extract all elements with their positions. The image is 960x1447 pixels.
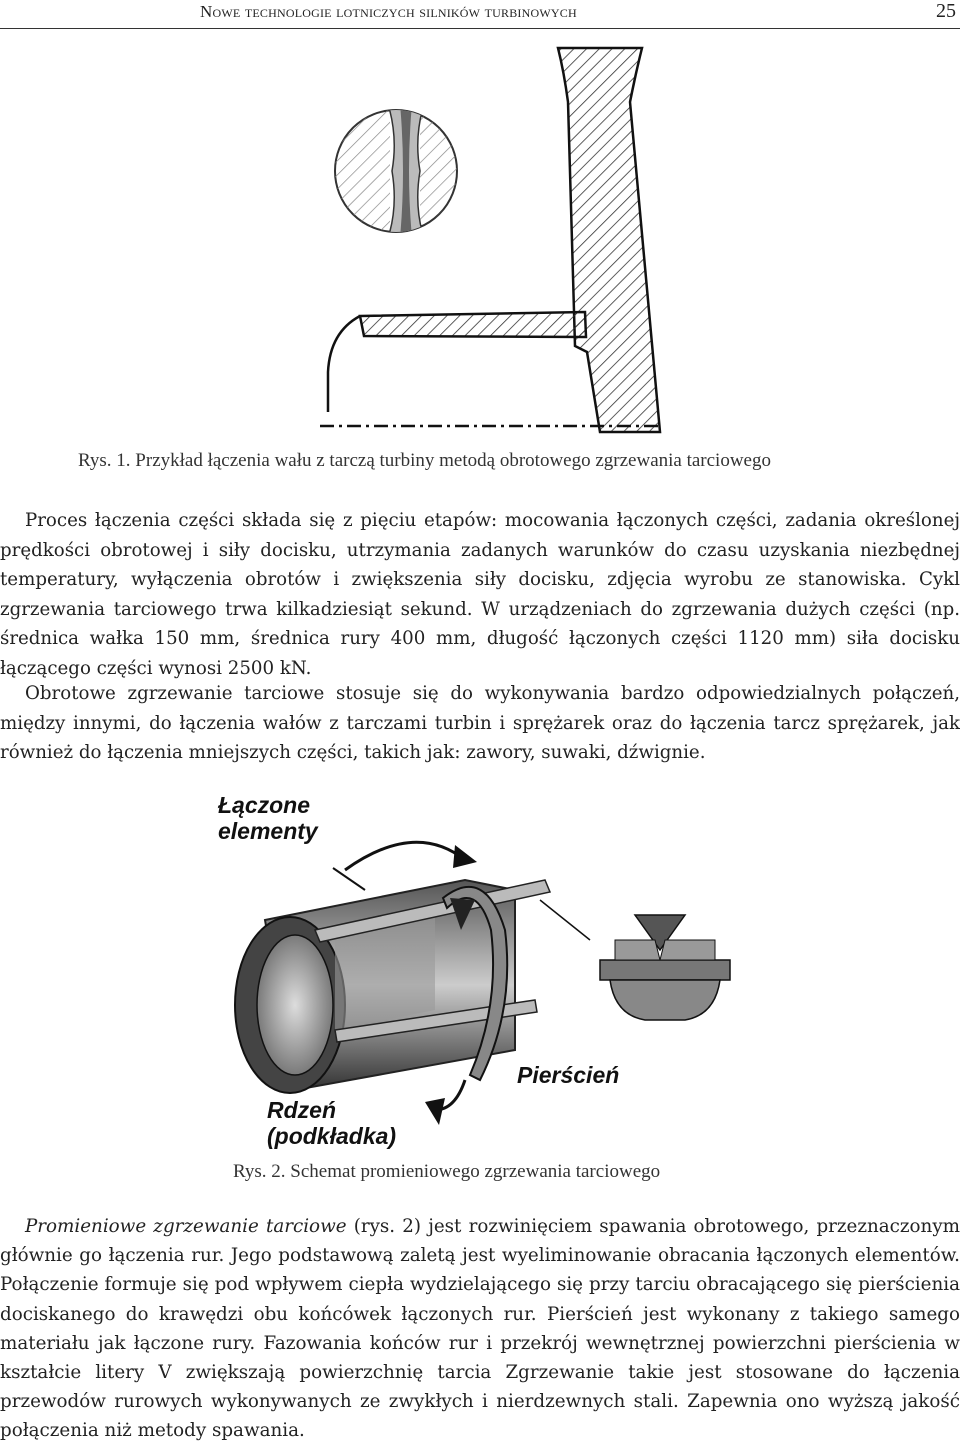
label-joined-elements: Łączone elementy [218,792,318,844]
figure-2-drawing [215,780,745,1150]
weld-detail-circle [330,102,510,242]
running-header [0,0,960,40]
label-ring: Pierścień [517,1062,620,1088]
running-title: Nowe technologie lotniczych silników turbinowych [200,2,577,21]
weld-joint-detail [540,900,730,1020]
paragraph-text: (rys. 2) jest rozwinięciem spawania obrotowego, przeznaczonym głównie go łączenia rur. Jego podstawową zaletą jest wyeliminowanie obracania łączonych elementów. Połączenie formuje się pod wpływem ciepła wydzielającego się przy tarciu obracającego się pierścienia dociskanego do krawędzi obu końcówek łączonych rur. Pierścień jest wykonany z takiego samego materiału jak łączone rury. Fazowania końców rur i przekrój wewnętrznej powierzchni pierścienia w kształcie litery V zwiększają powierzchnię tarcia Zgrzewanie takie jest stosowane do łączenia przewodów rurowych wykonywanych ze zwykłych i nierdzewnych stali. Zapewnia ono wyższą jakość połączenia niż metody spawania. [0,1216,960,1442]
turbine-disc-section [320,48,660,432]
figure-1-caption: Rys. 1. Przykład łączenia wału z tarczą turbiny metodą obrotowego zgrzewania tarciowego [78,450,771,471]
page-number: 25 [936,0,956,22]
figure-2-caption: Rys. 2. Schemat promieniowego zgrzewania tarciowego [233,1161,661,1182]
label-core: Rdzeń (podkładka) [267,1097,397,1149]
body-paragraph: Proces łączenia części składa się z pięciu etapów: mocowania łączonych części, zadania określonej prędkości obrotowej i siły docisku, utrzymania zadanych warunków do czasu uzyskania niezbędnej temperatury, wyłączenia obrotów i zwiększenia siły docisku, zdjęcia wyrobu ze stanowiska. Cykl zgrzewania tarciowego trwa kilkadziesiąt sekund. W urządzeniach do zgrzewania dużych części (np. średnica wałka 150 mm, średnica rury 400 mm, długość łączonych części 1120 mm) siła docisku łączącego części wynosi 2500 kN. [0,510,960,679]
body-paragraph [0,1212,960,1446]
figure-1-drawing [300,42,670,437]
term-radial-friction-welding: Promieniowe zgrzewanie tarciowe [25,1216,347,1237]
header-rule [0,28,960,29]
pipe-assembly [235,842,550,1125]
body-paragraph: Obrotowe zgrzewanie tarciowe stosuje się do wykonywania bardzo odpowiedzialnych połączeń, między innymi, do łączenia wałów z tarczami turbin i sprężarek oraz do łączenia tarcz sprężarek, jak również do łączenia mniejszych części, takich jak: zawory, suwaki, dźwignie. [0,683,960,763]
